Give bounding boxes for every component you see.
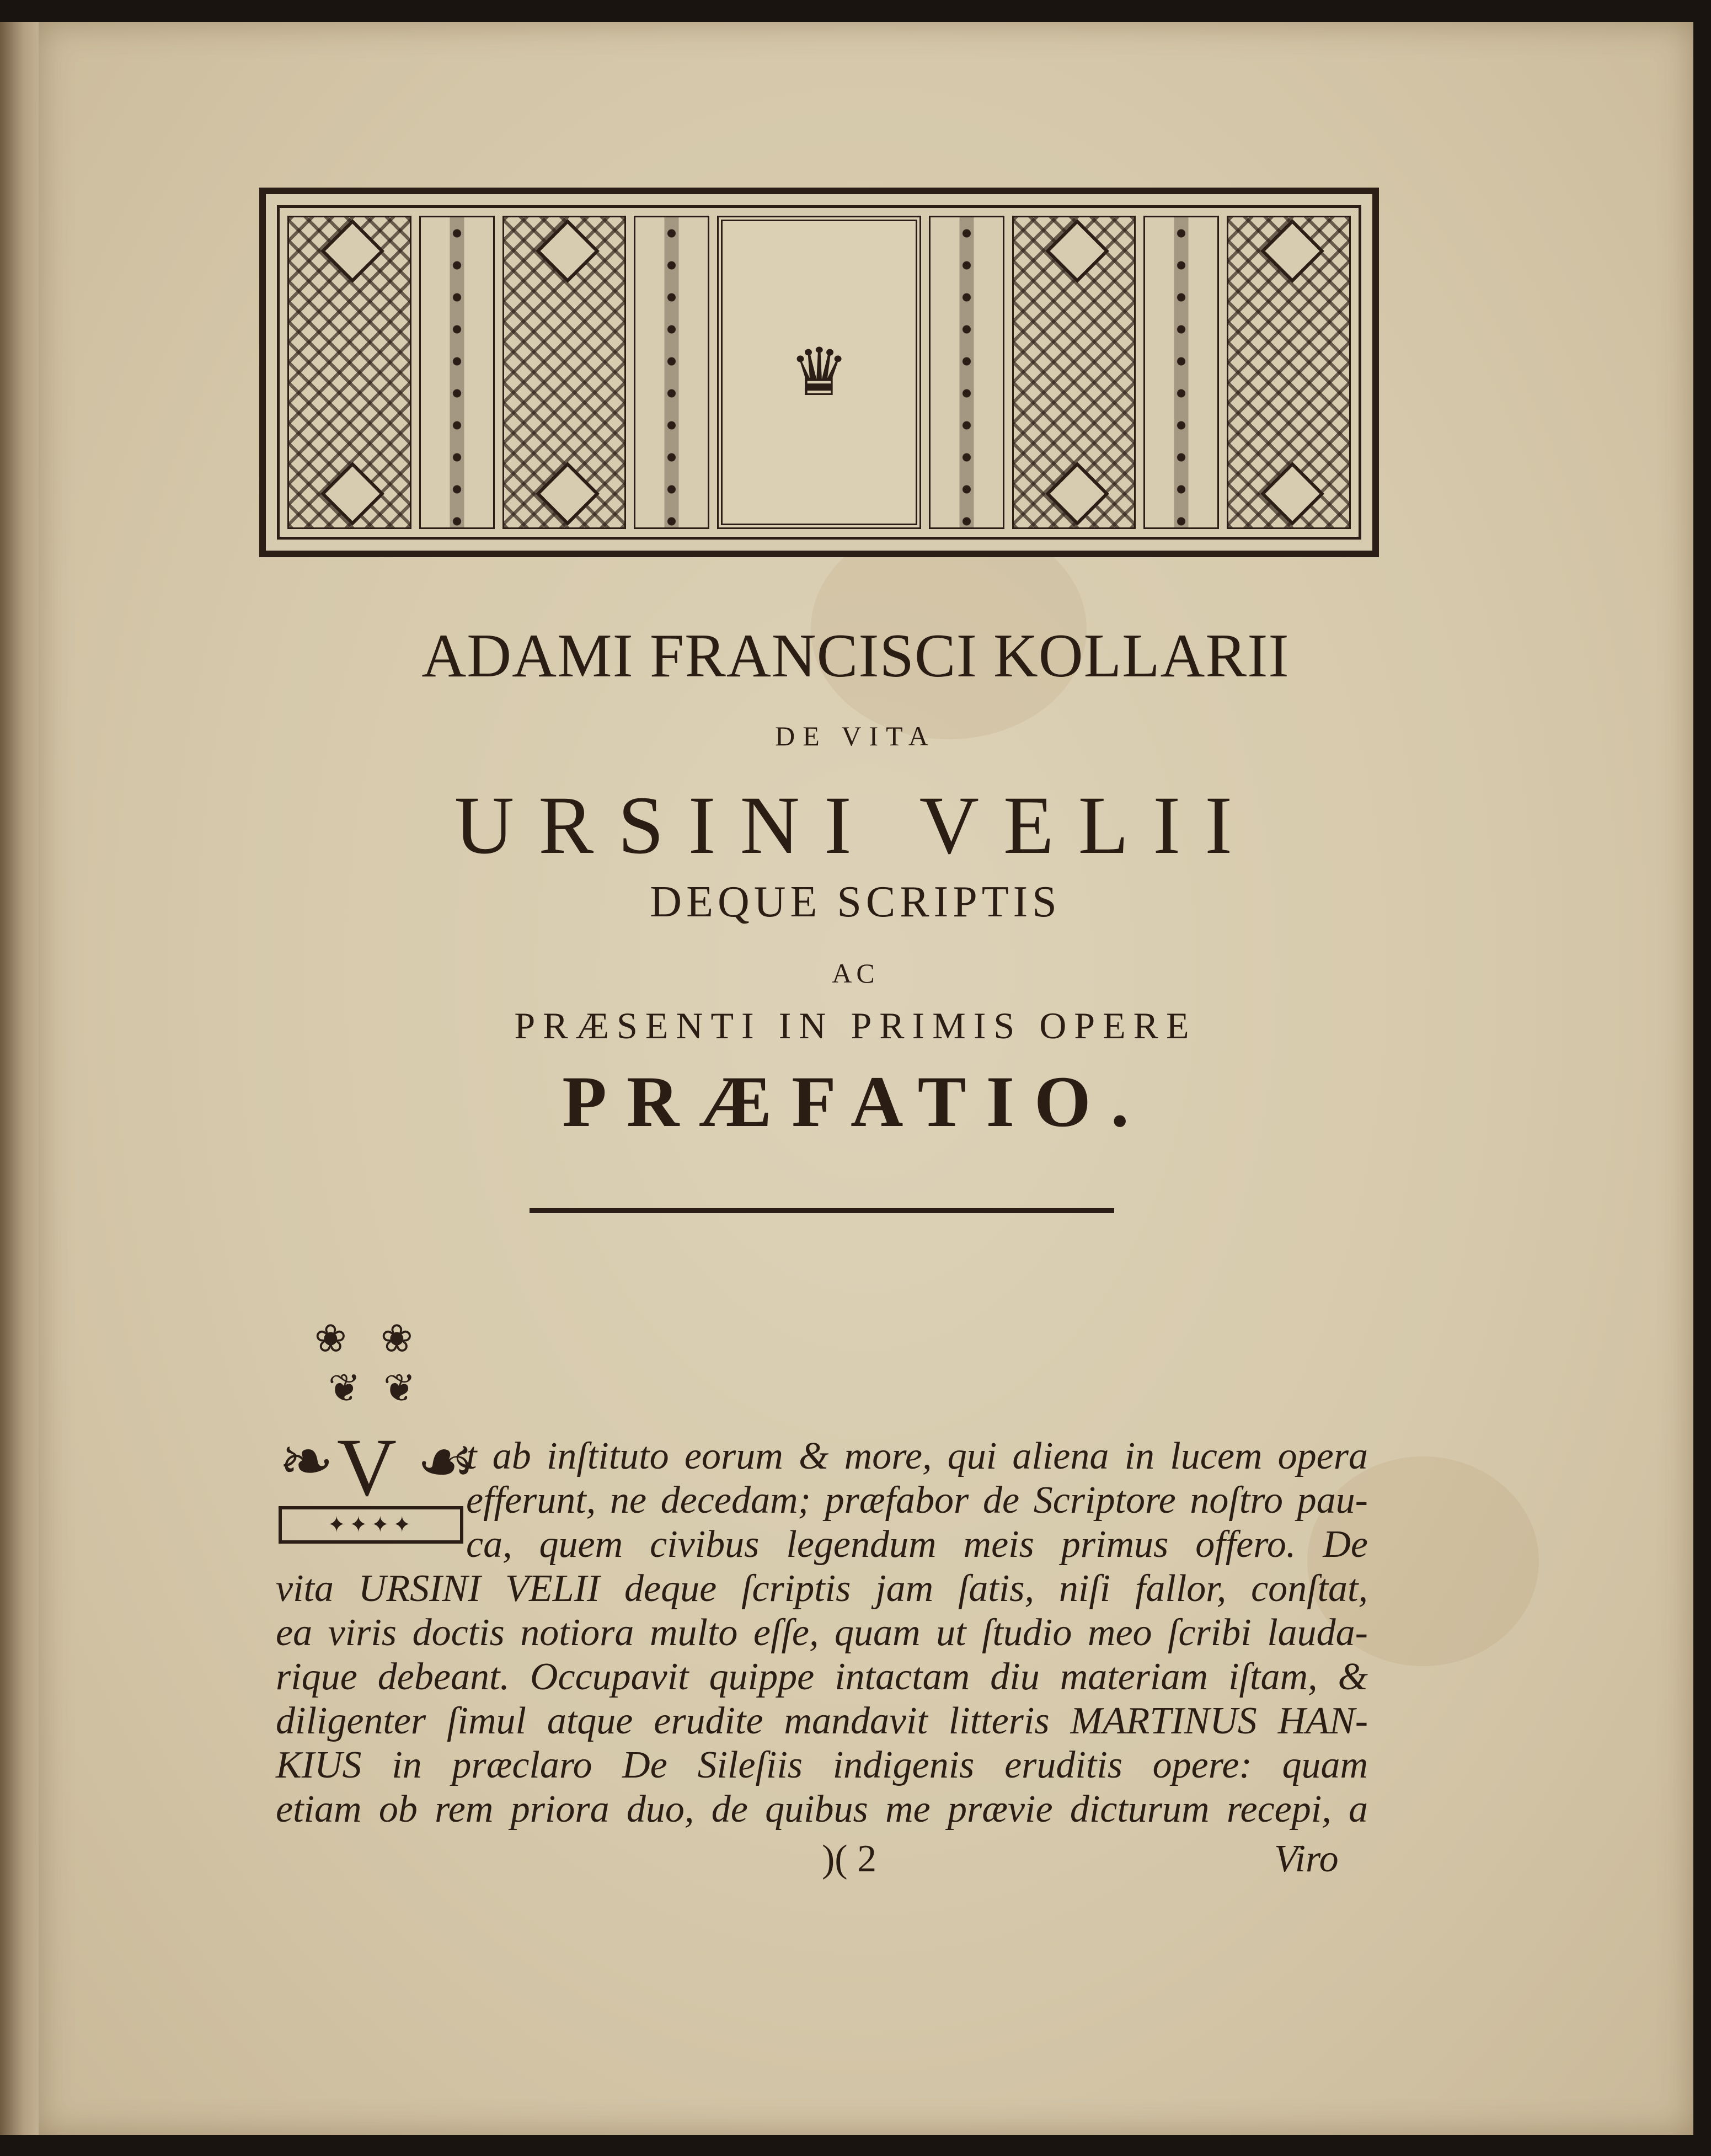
title-de-vita: DE VITA bbox=[775, 721, 936, 751]
decorated-initial bbox=[279, 1316, 476, 1547]
diamond-icon bbox=[320, 462, 384, 526]
catchword: Viro bbox=[1274, 1838, 1339, 1880]
body-line: t ab inſtituto eorum & more, qui aliena in lucem opera bbox=[466, 1435, 1368, 1477]
ornament-panel-column bbox=[929, 216, 1004, 529]
diamond-icon bbox=[1045, 219, 1109, 283]
scroll-right-icon: ☙ bbox=[416, 1425, 476, 1498]
diamond-icon bbox=[1260, 219, 1324, 283]
diamond-icon bbox=[320, 219, 384, 283]
title-praefatio: PRÆFATIO. bbox=[562, 1061, 1149, 1142]
body-line: ca, quem civibus legendum meis primus offero. De bbox=[466, 1523, 1368, 1566]
ornament-panel-tile bbox=[502, 216, 627, 529]
header-ornament-band bbox=[259, 188, 1379, 557]
ornament-panel-tile bbox=[287, 216, 411, 529]
flower-icon: ❀ bbox=[314, 1318, 347, 1360]
title-praesenti: PRÆSENTI IN PRIMIS OPERE bbox=[514, 1005, 1197, 1047]
ornament-panel-tile bbox=[1227, 216, 1351, 529]
body-line: diligenter ſimul atque erudite mandavit litteris MARTINUS HAN- bbox=[276, 1700, 1368, 1742]
title-author: ADAMI FRANCISCI KOLLARII bbox=[421, 622, 1290, 690]
ornament-panel-column bbox=[634, 216, 709, 529]
ornament-panel-tile bbox=[1012, 216, 1136, 529]
ornament-panel-column bbox=[1143, 216, 1219, 529]
signature-mark: )( 2 bbox=[822, 1838, 877, 1880]
diamond-icon bbox=[536, 219, 600, 283]
scroll-left-icon: ❧ bbox=[279, 1425, 334, 1498]
initial-letter: V bbox=[336, 1422, 397, 1513]
leaf-icon: ❦ bbox=[383, 1368, 416, 1410]
diamond-icon bbox=[1045, 462, 1109, 526]
body-line: efferunt, ne decedam; præfabor de Scriptore noſtro pau- bbox=[466, 1479, 1368, 1522]
ornament-panel-crest bbox=[717, 216, 921, 529]
body-line: vita URSINI VELII deque ſcriptis jam ſatis, niſi fallor, conſtat, bbox=[276, 1567, 1368, 1610]
diamond-icon bbox=[536, 462, 600, 526]
crown-icon: ♛ bbox=[789, 335, 849, 409]
title-rule bbox=[530, 1208, 1114, 1213]
title-ac: AC bbox=[832, 958, 879, 989]
title-subject: URSINI VELII bbox=[454, 780, 1257, 871]
ornament-frame bbox=[277, 205, 1361, 540]
title-deque-scriptis: DEQUE SCRIPTIS bbox=[650, 878, 1061, 926]
ornament-panel-column bbox=[419, 216, 495, 529]
initial-plinth-ornament: ✦✦✦✦ bbox=[279, 1506, 463, 1544]
diamond-icon bbox=[1260, 462, 1324, 526]
body-line: rique debeant. Occupavit quippe intactam diu materiam iſtam, & bbox=[276, 1656, 1368, 1698]
body-line: ea viris doctis notiora multo eſſe, quam ut ſtudio meo ſcribi lauda- bbox=[276, 1611, 1368, 1654]
leaf-icon: ❦ bbox=[328, 1368, 361, 1410]
body-line: etiam ob rem priora duo, de quibus me prævie dicturum recepi, a bbox=[276, 1788, 1368, 1831]
body-line: KIUS in præclaro De Sileſiis indigenis eruditis opere: quam bbox=[276, 1744, 1368, 1786]
flower-icon: ❀ bbox=[381, 1318, 413, 1360]
